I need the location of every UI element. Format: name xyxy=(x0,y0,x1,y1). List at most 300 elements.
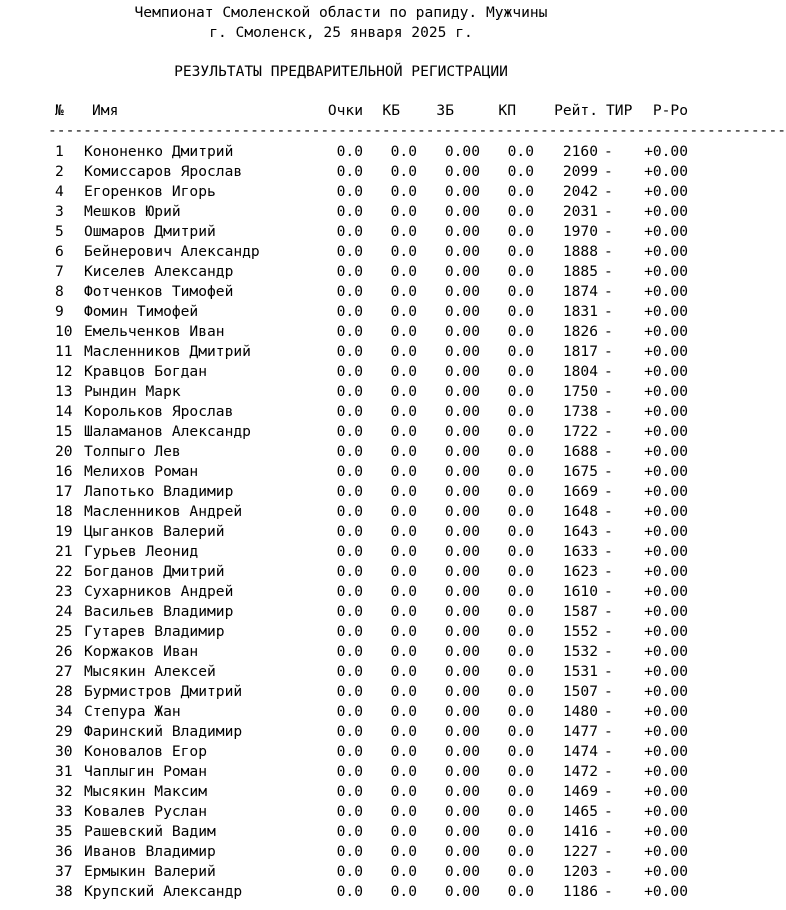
player-kp: 0.0 xyxy=(507,423,534,440)
player-rating: 1477 xyxy=(562,723,598,740)
table-row xyxy=(0,422,735,442)
col-header-tir: ТИР xyxy=(606,102,633,119)
player-points: 0.0 xyxy=(336,803,363,820)
col-header-name: Имя xyxy=(92,102,119,119)
player-rating: 1465 xyxy=(562,803,598,820)
row-number: 4 xyxy=(55,183,64,200)
player-rating: 1480 xyxy=(562,703,598,720)
player-zb: 0.00 xyxy=(444,223,480,240)
player-zb: 0.00 xyxy=(444,303,480,320)
event-location-date: г. Смоленск, 25 января 2025 г. xyxy=(209,24,473,41)
player-rating-change: +0.00 xyxy=(644,263,688,280)
player-kp: 0.0 xyxy=(507,403,534,420)
player-zb: 0.00 xyxy=(444,503,480,520)
table-row xyxy=(0,802,735,822)
player-kp: 0.0 xyxy=(507,663,534,680)
row-number: 32 xyxy=(55,783,73,800)
player-name: Бурмистров Дмитрий xyxy=(84,683,243,700)
player-rating: 1532 xyxy=(562,643,598,660)
player-rating-change: +0.00 xyxy=(644,683,688,700)
player-rating: 2160 xyxy=(562,143,598,160)
player-rating-change: +0.00 xyxy=(644,783,688,800)
player-tir: - xyxy=(604,223,613,240)
player-kb: 0.0 xyxy=(390,743,417,760)
player-points: 0.0 xyxy=(336,223,363,240)
player-points: 0.0 xyxy=(336,143,363,160)
player-rating-change: +0.00 xyxy=(644,483,688,500)
col-header-points: Очки xyxy=(327,102,363,119)
player-kb: 0.0 xyxy=(390,163,417,180)
player-zb: 0.00 xyxy=(444,643,480,660)
row-number: 21 xyxy=(55,543,73,560)
player-zb: 0.00 xyxy=(444,143,480,160)
player-tir: - xyxy=(604,243,613,260)
col-header-kb: КБ xyxy=(382,102,400,119)
player-kb: 0.0 xyxy=(390,663,417,680)
player-rating: 1587 xyxy=(562,603,598,620)
player-zb: 0.00 xyxy=(444,183,480,200)
table-row xyxy=(0,222,735,242)
player-tir: - xyxy=(604,163,613,180)
player-name: Масленников Дмитрий xyxy=(84,343,251,360)
player-kb: 0.0 xyxy=(390,463,417,480)
table-row xyxy=(0,542,735,562)
row-number: 20 xyxy=(55,443,73,460)
player-kp: 0.0 xyxy=(507,823,534,840)
table-row xyxy=(0,302,735,322)
player-name: Фаринский Владимир xyxy=(84,723,243,740)
player-points: 0.0 xyxy=(336,183,363,200)
player-tir: - xyxy=(604,143,613,160)
player-name: Степура Жан xyxy=(84,703,181,720)
row-number: 33 xyxy=(55,803,73,820)
player-name: Рашевский Вадим xyxy=(84,823,216,840)
table-row xyxy=(0,142,735,162)
player-kb: 0.0 xyxy=(390,283,417,300)
player-tir: - xyxy=(604,343,613,360)
player-kb: 0.0 xyxy=(390,303,417,320)
player-points: 0.0 xyxy=(336,563,363,580)
player-rating: 1722 xyxy=(562,423,598,440)
player-name: Сухарников Андрей xyxy=(84,583,234,600)
player-rating: 2042 xyxy=(562,183,598,200)
player-tir: - xyxy=(604,743,613,760)
player-rating: 1675 xyxy=(562,463,598,480)
col-header-rating-change: Р-Ро xyxy=(652,102,688,119)
player-tir: - xyxy=(604,183,613,200)
player-tir: - xyxy=(604,823,613,840)
player-kp: 0.0 xyxy=(507,883,534,900)
player-kp: 0.0 xyxy=(507,503,534,520)
player-kp: 0.0 xyxy=(507,543,534,560)
player-kp: 0.0 xyxy=(507,463,534,480)
player-zb: 0.00 xyxy=(444,443,480,460)
player-points: 0.0 xyxy=(336,423,363,440)
player-name: Мелихов Роман xyxy=(84,463,199,480)
player-rating-change: +0.00 xyxy=(644,203,688,220)
player-tir: - xyxy=(604,623,613,640)
player-rating: 1826 xyxy=(562,323,598,340)
player-points: 0.0 xyxy=(336,843,363,860)
player-rating: 1831 xyxy=(562,303,598,320)
player-zb: 0.00 xyxy=(444,563,480,580)
player-zb: 0.00 xyxy=(444,263,480,280)
player-points: 0.0 xyxy=(336,583,363,600)
player-points: 0.0 xyxy=(336,323,363,340)
row-number: 25 xyxy=(55,623,73,640)
player-zb: 0.00 xyxy=(444,543,480,560)
player-tir: - xyxy=(604,403,613,420)
row-number: 26 xyxy=(55,643,73,660)
row-number: 7 xyxy=(55,263,64,280)
player-points: 0.0 xyxy=(336,403,363,420)
player-tir: - xyxy=(604,463,613,480)
player-kb: 0.0 xyxy=(390,863,417,880)
player-kp: 0.0 xyxy=(507,583,534,600)
player-name: Богданов Дмитрий xyxy=(84,563,225,580)
player-rating: 1970 xyxy=(562,223,598,240)
row-number: 30 xyxy=(55,743,73,760)
player-rating: 1643 xyxy=(562,523,598,540)
table-row xyxy=(0,462,735,482)
table-row xyxy=(0,202,735,222)
player-kp: 0.0 xyxy=(507,763,534,780)
row-number: 37 xyxy=(55,863,73,880)
row-number: 28 xyxy=(55,683,73,700)
header-divider: ------------------------------------------------------------------------------------ xyxy=(48,122,786,139)
player-points: 0.0 xyxy=(336,443,363,460)
row-number: 31 xyxy=(55,763,73,780)
row-number: 5 xyxy=(55,223,64,240)
player-points: 0.0 xyxy=(336,663,363,680)
table-row xyxy=(0,762,735,782)
player-points: 0.0 xyxy=(336,163,363,180)
player-points: 0.0 xyxy=(336,363,363,380)
player-name: Корольков Ярослав xyxy=(84,403,234,420)
player-kp: 0.0 xyxy=(507,803,534,820)
table-row xyxy=(0,622,735,642)
row-number: 9 xyxy=(55,303,64,320)
row-number: 18 xyxy=(55,503,73,520)
player-name: Мысякин Максим xyxy=(84,783,208,800)
player-zb: 0.00 xyxy=(444,463,480,480)
player-name: Гурьев Леонид xyxy=(84,543,199,560)
player-zb: 0.00 xyxy=(444,723,480,740)
table-row xyxy=(0,782,735,802)
player-tir: - xyxy=(604,763,613,780)
player-kp: 0.0 xyxy=(507,863,534,880)
player-tir: - xyxy=(604,663,613,680)
player-zb: 0.00 xyxy=(444,743,480,760)
player-kp: 0.0 xyxy=(507,483,534,500)
player-zb: 0.00 xyxy=(444,323,480,340)
player-zb: 0.00 xyxy=(444,663,480,680)
player-kb: 0.0 xyxy=(390,843,417,860)
player-rating: 1469 xyxy=(562,783,598,800)
player-kp: 0.0 xyxy=(507,783,534,800)
player-tir: - xyxy=(604,783,613,800)
col-header-kp: КП xyxy=(498,102,516,119)
player-points: 0.0 xyxy=(336,723,363,740)
player-kb: 0.0 xyxy=(390,363,417,380)
player-points: 0.0 xyxy=(336,243,363,260)
section-title: РЕЗУЛЬТАТЫ ПРЕДВАРИТЕЛЬНОЙ РЕГИСТРАЦИИ xyxy=(174,63,508,80)
player-zb: 0.00 xyxy=(444,683,480,700)
player-rating: 1885 xyxy=(562,263,598,280)
player-points: 0.0 xyxy=(336,783,363,800)
row-number: 12 xyxy=(55,363,73,380)
player-name: Фотченков Тимофей xyxy=(84,283,234,300)
player-kp: 0.0 xyxy=(507,743,534,760)
player-tir: - xyxy=(604,323,613,340)
player-points: 0.0 xyxy=(336,703,363,720)
player-kb: 0.0 xyxy=(390,723,417,740)
table-row xyxy=(0,582,735,602)
player-zb: 0.00 xyxy=(444,483,480,500)
player-kb: 0.0 xyxy=(390,883,417,900)
table-row xyxy=(0,262,735,282)
player-tir: - xyxy=(604,843,613,860)
player-kb: 0.0 xyxy=(390,563,417,580)
player-rating: 1874 xyxy=(562,283,598,300)
player-rating-change: +0.00 xyxy=(644,223,688,240)
player-name: Егоренков Игорь xyxy=(84,183,216,200)
player-points: 0.0 xyxy=(336,483,363,500)
col-header-no: № xyxy=(55,102,64,119)
player-rating-change: +0.00 xyxy=(644,763,688,780)
table-row xyxy=(0,242,735,262)
player-kb: 0.0 xyxy=(390,703,417,720)
row-number: 22 xyxy=(55,563,73,580)
table-row xyxy=(0,442,735,462)
player-name: Емельченков Иван xyxy=(84,323,225,340)
player-tir: - xyxy=(604,563,613,580)
player-name: Крупский Александр xyxy=(84,883,243,900)
player-rating: 1186 xyxy=(562,883,598,900)
player-kb: 0.0 xyxy=(390,523,417,540)
col-header-rating: Рейт. xyxy=(554,102,598,119)
table-row xyxy=(0,382,735,402)
player-tir: - xyxy=(604,883,613,900)
player-kp: 0.0 xyxy=(507,143,534,160)
player-rating-change: +0.00 xyxy=(644,843,688,860)
table-row xyxy=(0,522,735,542)
player-kb: 0.0 xyxy=(390,823,417,840)
player-zb: 0.00 xyxy=(444,803,480,820)
player-kp: 0.0 xyxy=(507,643,534,660)
player-rating: 1750 xyxy=(562,383,598,400)
table-row xyxy=(0,642,735,662)
row-number: 29 xyxy=(55,723,73,740)
player-rating-change: +0.00 xyxy=(644,383,688,400)
player-kb: 0.0 xyxy=(390,623,417,640)
player-points: 0.0 xyxy=(336,523,363,540)
player-zb: 0.00 xyxy=(444,823,480,840)
player-tir: - xyxy=(604,503,613,520)
player-tir: - xyxy=(604,443,613,460)
player-kb: 0.0 xyxy=(390,543,417,560)
player-points: 0.0 xyxy=(336,303,363,320)
table-row xyxy=(0,402,735,422)
player-rating-change: +0.00 xyxy=(644,523,688,540)
player-rating-change: +0.00 xyxy=(644,663,688,680)
player-tir: - xyxy=(604,263,613,280)
row-number: 36 xyxy=(55,843,73,860)
player-zb: 0.00 xyxy=(444,343,480,360)
player-rating-change: +0.00 xyxy=(644,323,688,340)
player-name: Рындин Марк xyxy=(84,383,181,400)
player-rating-change: +0.00 xyxy=(644,603,688,620)
table-header xyxy=(0,101,735,121)
player-rating: 1888 xyxy=(562,243,598,260)
player-points: 0.0 xyxy=(336,383,363,400)
player-name: Толпыго Лев xyxy=(84,443,181,460)
player-kp: 0.0 xyxy=(507,263,534,280)
player-rating: 1610 xyxy=(562,583,598,600)
player-rating-change: +0.00 xyxy=(644,463,688,480)
player-kp: 0.0 xyxy=(507,283,534,300)
player-rating: 1416 xyxy=(562,823,598,840)
player-points: 0.0 xyxy=(336,643,363,660)
row-number: 15 xyxy=(55,423,73,440)
player-kp: 0.0 xyxy=(507,443,534,460)
player-name: Комиссаров Ярослав xyxy=(84,163,243,180)
row-number: 38 xyxy=(55,883,73,900)
player-kb: 0.0 xyxy=(390,183,417,200)
player-name: Чаплыгин Роман xyxy=(84,763,208,780)
player-rating: 1474 xyxy=(562,743,598,760)
player-kb: 0.0 xyxy=(390,263,417,280)
player-kb: 0.0 xyxy=(390,403,417,420)
player-zb: 0.00 xyxy=(444,243,480,260)
player-tir: - xyxy=(604,643,613,660)
player-name: Киселев Александр xyxy=(84,263,234,280)
player-kb: 0.0 xyxy=(390,643,417,660)
player-zb: 0.00 xyxy=(444,383,480,400)
player-points: 0.0 xyxy=(336,203,363,220)
player-tir: - xyxy=(604,863,613,880)
player-name: Васильев Владимир xyxy=(84,603,234,620)
player-tir: - xyxy=(604,523,613,540)
player-zb: 0.00 xyxy=(444,763,480,780)
player-name: Ермыкин Валерий xyxy=(84,863,216,880)
table-row xyxy=(0,182,735,202)
player-zb: 0.00 xyxy=(444,163,480,180)
player-rating: 1804 xyxy=(562,363,598,380)
row-number: 1 xyxy=(55,143,64,160)
player-kp: 0.0 xyxy=(507,843,534,860)
player-name: Коновалов Егор xyxy=(84,743,208,760)
player-zb: 0.00 xyxy=(444,883,480,900)
player-rating: 1552 xyxy=(562,623,598,640)
player-tir: - xyxy=(604,363,613,380)
table-row xyxy=(0,562,735,582)
player-rating: 2099 xyxy=(562,163,598,180)
player-kp: 0.0 xyxy=(507,603,534,620)
player-kb: 0.0 xyxy=(390,443,417,460)
col-header-zb: ЗБ xyxy=(436,102,454,119)
player-rating-change: +0.00 xyxy=(644,303,688,320)
player-rating-change: +0.00 xyxy=(644,803,688,820)
row-number: 14 xyxy=(55,403,73,420)
player-kb: 0.0 xyxy=(390,243,417,260)
player-tir: - xyxy=(604,383,613,400)
player-name: Коржаков Иван xyxy=(84,643,199,660)
player-points: 0.0 xyxy=(336,883,363,900)
player-tir: - xyxy=(604,303,613,320)
player-rating-change: +0.00 xyxy=(644,183,688,200)
player-kb: 0.0 xyxy=(390,763,417,780)
player-name: Масленников Андрей xyxy=(84,503,243,520)
player-rating-change: +0.00 xyxy=(644,283,688,300)
table-row xyxy=(0,842,735,862)
player-rating-change: +0.00 xyxy=(644,423,688,440)
player-zb: 0.00 xyxy=(444,283,480,300)
table-row xyxy=(0,322,735,342)
player-tir: - xyxy=(604,423,613,440)
player-name: Мешков Юрий xyxy=(84,203,181,220)
player-kb: 0.0 xyxy=(390,683,417,700)
player-kp: 0.0 xyxy=(507,243,534,260)
player-kp: 0.0 xyxy=(507,163,534,180)
player-rating: 1817 xyxy=(562,343,598,360)
player-kb: 0.0 xyxy=(390,803,417,820)
player-kb: 0.0 xyxy=(390,783,417,800)
player-tir: - xyxy=(604,803,613,820)
player-points: 0.0 xyxy=(336,543,363,560)
player-tir: - xyxy=(604,283,613,300)
player-rating-change: +0.00 xyxy=(644,883,688,900)
player-kb: 0.0 xyxy=(390,203,417,220)
player-rating-change: +0.00 xyxy=(644,583,688,600)
player-zb: 0.00 xyxy=(444,403,480,420)
player-rating: 1507 xyxy=(562,683,598,700)
player-kp: 0.0 xyxy=(507,363,534,380)
player-kb: 0.0 xyxy=(390,323,417,340)
player-rating-change: +0.00 xyxy=(644,403,688,420)
row-number: 34 xyxy=(55,703,73,720)
player-points: 0.0 xyxy=(336,343,363,360)
player-points: 0.0 xyxy=(336,763,363,780)
player-rating: 1648 xyxy=(562,503,598,520)
player-rating: 1227 xyxy=(562,843,598,860)
player-rating: 1633 xyxy=(562,543,598,560)
player-rating-change: +0.00 xyxy=(644,743,688,760)
table-row xyxy=(0,362,735,382)
player-name: Шаламанов Александр xyxy=(84,423,251,440)
player-zb: 0.00 xyxy=(444,703,480,720)
player-name: Кононенко Дмитрий xyxy=(84,143,234,160)
player-points: 0.0 xyxy=(336,863,363,880)
table-row xyxy=(0,882,735,902)
player-rating: 1738 xyxy=(562,403,598,420)
player-rating-change: +0.00 xyxy=(644,143,688,160)
player-kp: 0.0 xyxy=(507,203,534,220)
player-name: Лапотько Владимир xyxy=(84,483,234,500)
player-tir: - xyxy=(604,483,613,500)
player-kb: 0.0 xyxy=(390,223,417,240)
player-zb: 0.00 xyxy=(444,623,480,640)
player-rating: 1472 xyxy=(562,763,598,780)
player-points: 0.0 xyxy=(336,463,363,480)
table-row xyxy=(0,862,735,882)
player-name: Кравцов Богдан xyxy=(84,363,208,380)
player-kp: 0.0 xyxy=(507,383,534,400)
row-number: 17 xyxy=(55,483,73,500)
table-row xyxy=(0,662,735,682)
player-rating-change: +0.00 xyxy=(644,703,688,720)
row-number: 24 xyxy=(55,603,73,620)
